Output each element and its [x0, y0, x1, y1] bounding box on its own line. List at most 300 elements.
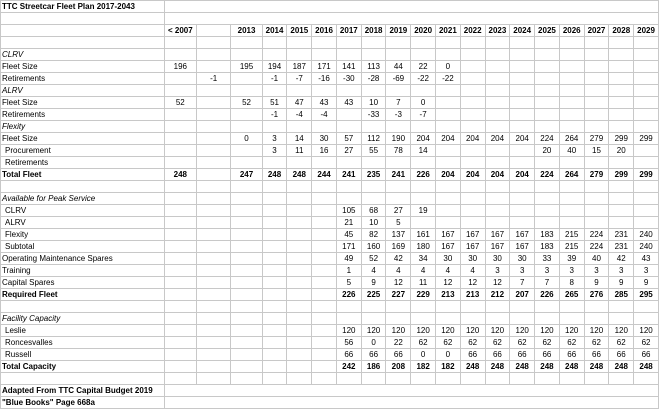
data-cell[interactable]: 120	[584, 325, 609, 337]
data-cell[interactable]	[164, 361, 196, 373]
data-cell[interactable]: 30	[312, 133, 337, 145]
data-cell[interactable]: 204	[460, 169, 485, 181]
data-cell[interactable]	[535, 85, 560, 97]
data-cell[interactable]	[559, 157, 584, 169]
data-cell[interactable]: -1	[196, 73, 230, 85]
data-cell[interactable]	[460, 49, 485, 61]
data-cell[interactable]	[634, 217, 659, 229]
data-cell[interactable]	[262, 229, 287, 241]
data-cell[interactable]	[609, 217, 634, 229]
data-cell[interactable]	[609, 193, 634, 205]
data-cell[interactable]	[336, 121, 361, 133]
data-cell[interactable]	[634, 193, 659, 205]
data-cell[interactable]: 171	[336, 241, 361, 253]
data-cell[interactable]: 248	[510, 361, 535, 373]
data-cell[interactable]	[386, 121, 411, 133]
column-header[interactable]: 2023	[485, 25, 510, 37]
data-cell[interactable]: 167	[436, 241, 461, 253]
data-cell[interactable]	[312, 49, 337, 61]
data-cell[interactable]	[262, 181, 287, 193]
data-cell[interactable]: 167	[510, 241, 535, 253]
row-label[interactable]: Fleet Size	[1, 133, 165, 145]
data-cell[interactable]	[287, 265, 312, 277]
data-cell[interactable]: 224	[535, 133, 560, 145]
data-cell[interactable]	[196, 169, 230, 181]
data-cell[interactable]	[164, 181, 196, 193]
data-cell[interactable]: 4	[436, 265, 461, 277]
data-cell[interactable]	[460, 157, 485, 169]
data-cell[interactable]: 213	[460, 289, 485, 301]
data-cell[interactable]: 120	[336, 325, 361, 337]
row-label[interactable]: Operating Maintenance Spares	[1, 253, 165, 265]
data-cell[interactable]: 167	[485, 241, 510, 253]
data-cell[interactable]	[485, 217, 510, 229]
data-cell[interactable]	[262, 373, 287, 385]
data-cell[interactable]	[436, 145, 461, 157]
data-cell[interactable]: 62	[436, 337, 461, 349]
data-cell[interactable]	[634, 145, 659, 157]
data-cell[interactable]	[361, 313, 386, 325]
data-cell[interactable]	[609, 73, 634, 85]
data-cell[interactable]	[510, 205, 535, 217]
data-cell[interactable]	[609, 313, 634, 325]
data-cell[interactable]: 226	[336, 289, 361, 301]
data-cell[interactable]: 21	[336, 217, 361, 229]
data-cell[interactable]	[231, 265, 262, 277]
data-cell[interactable]	[510, 313, 535, 325]
data-cell[interactable]: 194	[262, 61, 287, 73]
data-cell[interactable]	[460, 37, 485, 49]
footer-filler[interactable]	[164, 385, 658, 397]
title-row-filler[interactable]	[164, 1, 658, 13]
data-cell[interactable]: 141	[336, 61, 361, 73]
data-cell[interactable]	[336, 37, 361, 49]
data-cell[interactable]: 11	[411, 277, 436, 289]
data-cell[interactable]	[231, 373, 262, 385]
data-cell[interactable]: 224	[584, 241, 609, 253]
data-cell[interactable]	[559, 37, 584, 49]
data-cell[interactable]: 30	[510, 253, 535, 265]
data-cell[interactable]	[460, 145, 485, 157]
data-cell[interactable]: 10	[361, 97, 386, 109]
data-cell[interactable]: 66	[609, 349, 634, 361]
data-cell[interactable]	[559, 97, 584, 109]
data-cell[interactable]: 7	[535, 277, 560, 289]
data-cell[interactable]	[164, 85, 196, 97]
row-label[interactable]: Russell	[1, 349, 165, 361]
data-cell[interactable]: 62	[584, 337, 609, 349]
data-cell[interactable]	[196, 265, 230, 277]
data-cell[interactable]	[262, 85, 287, 97]
data-cell[interactable]: 204	[460, 133, 485, 145]
data-cell[interactable]	[164, 337, 196, 349]
data-cell[interactable]	[559, 301, 584, 313]
data-cell[interactable]: 0	[411, 97, 436, 109]
data-cell[interactable]	[460, 205, 485, 217]
data-cell[interactable]	[634, 85, 659, 97]
data-cell[interactable]	[584, 85, 609, 97]
data-cell[interactable]	[312, 361, 337, 373]
data-cell[interactable]: 248	[262, 169, 287, 181]
data-cell[interactable]: 39	[559, 253, 584, 265]
data-cell[interactable]: 9	[361, 277, 386, 289]
data-cell[interactable]	[231, 313, 262, 325]
data-cell[interactable]: 279	[584, 133, 609, 145]
data-cell[interactable]: 66	[584, 349, 609, 361]
data-cell[interactable]: 27	[386, 205, 411, 217]
data-cell[interactable]	[287, 325, 312, 337]
data-cell[interactable]: 5	[386, 217, 411, 229]
data-cell[interactable]: 248	[164, 169, 196, 181]
row-label[interactable]: Roncesvalles	[1, 337, 165, 349]
data-cell[interactable]	[559, 193, 584, 205]
data-cell[interactable]: 137	[386, 229, 411, 241]
data-cell[interactable]	[361, 37, 386, 49]
data-cell[interactable]: 215	[559, 241, 584, 253]
data-cell[interactable]	[436, 301, 461, 313]
data-cell[interactable]	[196, 349, 230, 361]
data-cell[interactable]	[436, 37, 461, 49]
data-cell[interactable]	[510, 145, 535, 157]
data-cell[interactable]	[287, 121, 312, 133]
data-cell[interactable]: 204	[436, 133, 461, 145]
data-cell[interactable]	[510, 73, 535, 85]
data-cell[interactable]	[231, 181, 262, 193]
data-cell[interactable]	[336, 313, 361, 325]
footer-filler[interactable]	[164, 397, 658, 409]
data-cell[interactable]: 224	[584, 229, 609, 241]
data-cell[interactable]	[634, 109, 659, 121]
data-cell[interactable]	[584, 373, 609, 385]
data-cell[interactable]: -33	[361, 109, 386, 121]
data-cell[interactable]	[584, 73, 609, 85]
data-cell[interactable]: 0	[361, 337, 386, 349]
column-header[interactable]: 2024	[510, 25, 535, 37]
data-cell[interactable]	[164, 217, 196, 229]
row-label[interactable]	[1, 373, 165, 385]
data-cell[interactable]	[535, 157, 560, 169]
data-cell[interactable]	[312, 277, 337, 289]
data-cell[interactable]: 66	[559, 349, 584, 361]
data-cell[interactable]	[485, 97, 510, 109]
data-cell[interactable]	[312, 205, 337, 217]
data-cell[interactable]	[535, 373, 560, 385]
data-cell[interactable]	[312, 349, 337, 361]
data-cell[interactable]: 276	[584, 289, 609, 301]
data-cell[interactable]: 264	[559, 169, 584, 181]
row-label[interactable]: Subtotal	[1, 241, 165, 253]
data-cell[interactable]: 12	[436, 277, 461, 289]
data-cell[interactable]	[196, 289, 230, 301]
data-cell[interactable]: 204	[485, 169, 510, 181]
data-cell[interactable]	[287, 313, 312, 325]
data-cell[interactable]	[634, 301, 659, 313]
data-cell[interactable]	[312, 289, 337, 301]
data-cell[interactable]: 120	[485, 325, 510, 337]
data-cell[interactable]	[609, 49, 634, 61]
data-cell[interactable]	[287, 193, 312, 205]
data-cell[interactable]: 7	[510, 277, 535, 289]
data-cell[interactable]	[460, 181, 485, 193]
data-cell[interactable]: 40	[584, 253, 609, 265]
data-cell[interactable]	[411, 373, 436, 385]
spacer-cell[interactable]	[1, 13, 165, 25]
data-cell[interactable]	[510, 301, 535, 313]
data-cell[interactable]	[164, 301, 196, 313]
data-cell[interactable]: 215	[559, 229, 584, 241]
data-cell[interactable]: 112	[361, 133, 386, 145]
data-cell[interactable]: 120	[386, 325, 411, 337]
data-cell[interactable]: 248	[609, 361, 634, 373]
data-cell[interactable]: 204	[411, 133, 436, 145]
row-label[interactable]: Available for Peak Service	[1, 193, 165, 205]
data-cell[interactable]	[386, 313, 411, 325]
data-cell[interactable]	[312, 121, 337, 133]
data-cell[interactable]: 8	[559, 277, 584, 289]
data-cell[interactable]	[262, 121, 287, 133]
data-cell[interactable]	[386, 85, 411, 97]
data-cell[interactable]: 3	[634, 265, 659, 277]
data-cell[interactable]	[609, 85, 634, 97]
data-cell[interactable]	[436, 109, 461, 121]
data-cell[interactable]	[312, 37, 337, 49]
data-cell[interactable]: 204	[436, 169, 461, 181]
data-cell[interactable]: -4	[287, 109, 312, 121]
data-cell[interactable]: 248	[287, 169, 312, 181]
data-cell[interactable]	[584, 157, 609, 169]
data-cell[interactable]	[164, 37, 196, 49]
data-cell[interactable]	[609, 157, 634, 169]
data-cell[interactable]: 3	[609, 265, 634, 277]
data-cell[interactable]: 27	[336, 145, 361, 157]
data-cell[interactable]: 45	[336, 229, 361, 241]
data-cell[interactable]	[196, 373, 230, 385]
data-cell[interactable]: 5	[336, 277, 361, 289]
data-cell[interactable]	[411, 85, 436, 97]
data-cell[interactable]	[411, 193, 436, 205]
data-cell[interactable]	[361, 85, 386, 97]
data-cell[interactable]	[231, 241, 262, 253]
data-cell[interactable]	[411, 181, 436, 193]
data-cell[interactable]: 113	[361, 61, 386, 73]
row-label[interactable]: Flexity	[1, 121, 165, 133]
data-cell[interactable]	[510, 109, 535, 121]
data-cell[interactable]	[312, 301, 337, 313]
data-cell[interactable]: 52	[164, 97, 196, 109]
data-cell[interactable]: -1	[262, 73, 287, 85]
data-cell[interactable]	[196, 133, 230, 145]
data-cell[interactable]: 66	[510, 349, 535, 361]
data-cell[interactable]	[485, 73, 510, 85]
data-cell[interactable]	[510, 373, 535, 385]
data-cell[interactable]: 16	[312, 145, 337, 157]
data-cell[interactable]	[361, 157, 386, 169]
data-cell[interactable]	[485, 37, 510, 49]
data-cell[interactable]	[411, 301, 436, 313]
data-cell[interactable]	[436, 181, 461, 193]
column-header[interactable]: 2021	[436, 25, 461, 37]
data-cell[interactable]	[164, 277, 196, 289]
data-cell[interactable]	[196, 253, 230, 265]
data-cell[interactable]	[584, 217, 609, 229]
data-cell[interactable]	[164, 265, 196, 277]
data-cell[interactable]	[634, 181, 659, 193]
data-cell[interactable]	[559, 49, 584, 61]
data-cell[interactable]	[164, 325, 196, 337]
data-cell[interactable]: 248	[460, 361, 485, 373]
data-cell[interactable]	[559, 73, 584, 85]
column-header[interactable]: 2027	[584, 25, 609, 37]
data-cell[interactable]	[510, 61, 535, 73]
data-cell[interactable]	[609, 97, 634, 109]
data-cell[interactable]	[634, 157, 659, 169]
data-cell[interactable]	[287, 229, 312, 241]
data-cell[interactable]: 10	[361, 217, 386, 229]
data-cell[interactable]: 248	[559, 361, 584, 373]
data-cell[interactable]	[436, 121, 461, 133]
data-cell[interactable]	[510, 217, 535, 229]
data-cell[interactable]: 9	[609, 277, 634, 289]
data-cell[interactable]	[196, 181, 230, 193]
data-cell[interactable]: 43	[336, 97, 361, 109]
data-cell[interactable]: 3	[535, 265, 560, 277]
data-cell[interactable]: 66	[361, 349, 386, 361]
row-label[interactable]: Retirements	[1, 157, 165, 169]
data-cell[interactable]: 225	[361, 289, 386, 301]
data-cell[interactable]: 212	[485, 289, 510, 301]
data-cell[interactable]: 183	[535, 229, 560, 241]
data-cell[interactable]	[336, 301, 361, 313]
data-cell[interactable]	[262, 313, 287, 325]
data-cell[interactable]: 241	[336, 169, 361, 181]
data-cell[interactable]	[287, 157, 312, 169]
data-cell[interactable]	[231, 121, 262, 133]
data-cell[interactable]: 52	[231, 97, 262, 109]
column-header[interactable]: 2029	[634, 25, 659, 37]
data-cell[interactable]: 12	[386, 277, 411, 289]
data-cell[interactable]: 43	[312, 97, 337, 109]
row-label[interactable]: ALRV	[1, 85, 165, 97]
data-cell[interactable]	[411, 157, 436, 169]
data-cell[interactable]: 62	[460, 337, 485, 349]
data-cell[interactable]	[336, 49, 361, 61]
data-cell[interactable]	[584, 37, 609, 49]
data-cell[interactable]: 3	[559, 265, 584, 277]
data-cell[interactable]	[386, 157, 411, 169]
data-cell[interactable]	[485, 313, 510, 325]
data-cell[interactable]: 231	[609, 229, 634, 241]
data-cell[interactable]	[164, 145, 196, 157]
data-cell[interactable]	[231, 325, 262, 337]
data-cell[interactable]	[609, 61, 634, 73]
data-cell[interactable]	[164, 313, 196, 325]
data-cell[interactable]	[231, 253, 262, 265]
data-cell[interactable]: 78	[386, 145, 411, 157]
data-cell[interactable]	[231, 349, 262, 361]
data-cell[interactable]: 295	[634, 289, 659, 301]
data-cell[interactable]: 167	[510, 229, 535, 241]
data-cell[interactable]: 66	[336, 349, 361, 361]
data-cell[interactable]	[231, 49, 262, 61]
row-label[interactable]: Fleet Size	[1, 61, 165, 73]
data-cell[interactable]	[262, 337, 287, 349]
data-cell[interactable]	[460, 121, 485, 133]
data-cell[interactable]	[535, 61, 560, 73]
data-cell[interactable]	[559, 109, 584, 121]
data-cell[interactable]: 171	[312, 61, 337, 73]
data-cell[interactable]	[231, 277, 262, 289]
data-cell[interactable]: 62	[485, 337, 510, 349]
data-cell[interactable]: 240	[634, 229, 659, 241]
data-cell[interactable]	[584, 97, 609, 109]
data-cell[interactable]: 12	[460, 277, 485, 289]
data-cell[interactable]	[609, 109, 634, 121]
data-cell[interactable]	[361, 181, 386, 193]
data-cell[interactable]	[196, 337, 230, 349]
data-cell[interactable]: 20	[535, 145, 560, 157]
data-cell[interactable]: 169	[386, 241, 411, 253]
data-cell[interactable]: 182	[436, 361, 461, 373]
data-cell[interactable]: 299	[609, 169, 634, 181]
data-cell[interactable]: 4	[460, 265, 485, 277]
data-cell[interactable]: 7	[386, 97, 411, 109]
data-cell[interactable]	[485, 61, 510, 73]
data-cell[interactable]	[196, 157, 230, 169]
data-cell[interactable]	[559, 85, 584, 97]
data-cell[interactable]	[584, 49, 609, 61]
data-cell[interactable]: 0	[436, 61, 461, 73]
data-cell[interactable]	[485, 157, 510, 169]
data-cell[interactable]	[312, 217, 337, 229]
data-cell[interactable]	[361, 193, 386, 205]
data-cell[interactable]	[231, 145, 262, 157]
data-cell[interactable]: 248	[584, 361, 609, 373]
data-cell[interactable]	[535, 301, 560, 313]
data-cell[interactable]: 120	[460, 325, 485, 337]
data-cell[interactable]: 3	[510, 265, 535, 277]
data-cell[interactable]	[460, 61, 485, 73]
data-cell[interactable]	[231, 361, 262, 373]
data-cell[interactable]	[386, 37, 411, 49]
data-cell[interactable]	[231, 37, 262, 49]
data-cell[interactable]	[262, 241, 287, 253]
data-cell[interactable]	[262, 325, 287, 337]
data-cell[interactable]	[231, 109, 262, 121]
data-cell[interactable]: 227	[386, 289, 411, 301]
data-cell[interactable]	[436, 85, 461, 97]
data-cell[interactable]	[460, 217, 485, 229]
data-cell[interactable]: 160	[361, 241, 386, 253]
data-cell[interactable]	[196, 145, 230, 157]
data-cell[interactable]: 180	[411, 241, 436, 253]
data-cell[interactable]: 44	[386, 61, 411, 73]
data-cell[interactable]: 195	[231, 61, 262, 73]
data-cell[interactable]: 247	[231, 169, 262, 181]
data-cell[interactable]: 235	[361, 169, 386, 181]
data-cell[interactable]	[460, 313, 485, 325]
column-header[interactable]: < 2007	[164, 25, 196, 37]
data-cell[interactable]	[609, 373, 634, 385]
data-cell[interactable]	[361, 121, 386, 133]
data-cell[interactable]: 161	[411, 229, 436, 241]
data-cell[interactable]: 120	[559, 325, 584, 337]
data-cell[interactable]	[312, 337, 337, 349]
data-cell[interactable]	[510, 37, 535, 49]
data-cell[interactable]: 187	[287, 61, 312, 73]
data-cell[interactable]: 182	[411, 361, 436, 373]
data-cell[interactable]: 0	[231, 133, 262, 145]
data-cell[interactable]	[436, 193, 461, 205]
